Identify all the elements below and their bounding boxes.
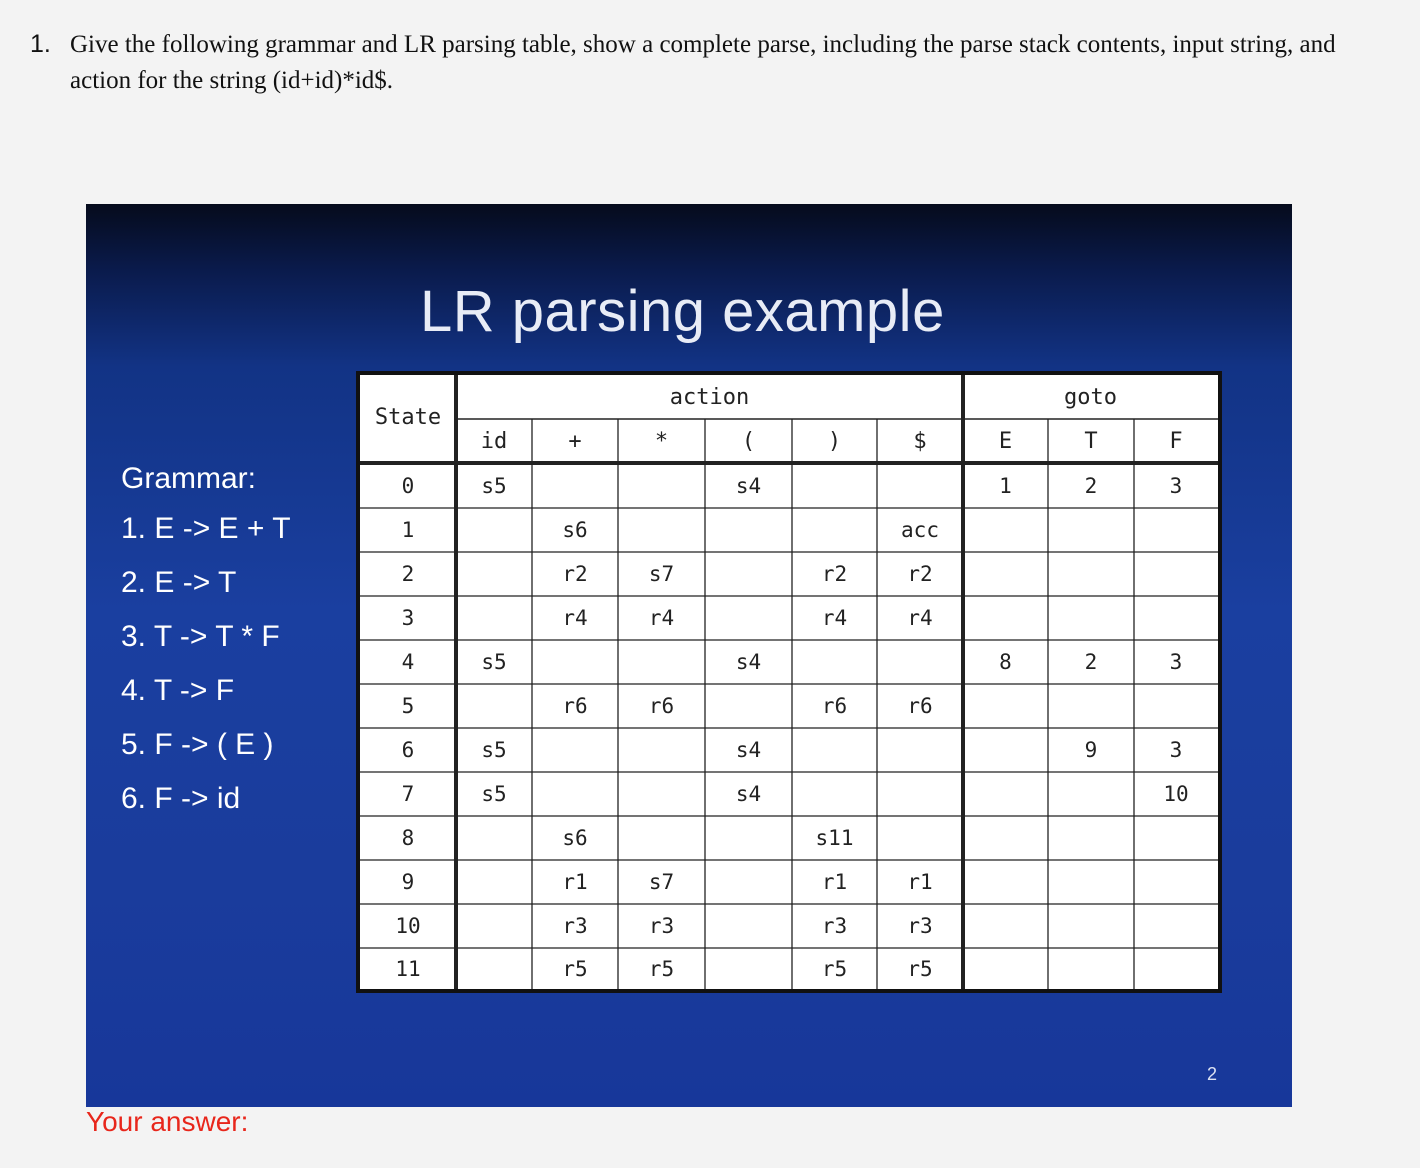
table-cell: r3: [562, 914, 588, 938]
column-header: T: [1084, 428, 1098, 454]
table-cell: 9: [1084, 738, 1098, 762]
state-number: 5: [401, 694, 415, 718]
question-number: 1.: [30, 30, 51, 58]
table-cell: r3: [907, 914, 933, 938]
table-cell: s7: [648, 870, 675, 894]
state-header: State: [374, 404, 442, 430]
table-cell: r4: [562, 606, 588, 630]
question-text: [30, 26, 1400, 99]
table-cell: r4: [648, 606, 675, 630]
column-header: ): [827, 428, 842, 454]
question-line-1: Give the following grammar and LR parsing table, show a complete parse, including the parse stack contents, input string, and: [70, 31, 1336, 58]
table-cell: s5: [481, 473, 507, 498]
state-number: 11: [395, 956, 421, 981]
table-cell: 2: [1084, 650, 1098, 674]
column-header: *: [654, 428, 669, 454]
column-header: (: [741, 428, 756, 454]
table-cell: r3: [648, 914, 675, 938]
table-cell: s6: [562, 826, 588, 850]
table-cell: r3: [821, 914, 848, 938]
table-cell: acc: [901, 518, 939, 542]
table-cell: 3: [1169, 473, 1183, 498]
table-cell: r5: [821, 956, 848, 981]
table-cell: r2: [562, 562, 588, 586]
table-cell: s4: [735, 738, 762, 762]
table-cell: r4: [907, 606, 933, 630]
slide-title: LR parsing example: [420, 279, 945, 344]
goto-header: goto: [1064, 384, 1117, 410]
column-header: id: [480, 428, 508, 454]
parsing-table: [356, 371, 1222, 993]
state-number: 9: [401, 870, 415, 894]
grammar-rule-4: 4. T -> F: [121, 674, 235, 707]
state-number: 7: [401, 782, 415, 806]
grammar-rule-5: 5. F -> ( E ): [121, 728, 274, 761]
table-cell: 8: [999, 650, 1012, 674]
table-cell: s5: [481, 782, 507, 806]
table-cell: s4: [735, 473, 762, 498]
state-number: 2: [401, 562, 415, 586]
table-cell: 2: [1084, 473, 1098, 498]
slide-page-number: 2: [1207, 1064, 1218, 1084]
grammar-list: [121, 459, 291, 833]
table-cell: s11: [815, 826, 854, 850]
column-header: $: [913, 428, 927, 454]
grammar-rule-1: 1. E -> E + T: [121, 512, 291, 545]
table-cell: 3: [1169, 738, 1183, 762]
table-cell: s7: [648, 562, 675, 586]
grammar-rule-3: 3. T -> T * F: [121, 620, 280, 653]
table-cell: s5: [481, 738, 507, 762]
question-line-2: action for the string (id+id)*id$.: [70, 67, 394, 94]
table-cell: r1: [907, 870, 933, 894]
state-number: 10: [395, 914, 421, 938]
state-number: 1: [401, 518, 415, 542]
column-header: F: [1169, 428, 1183, 454]
table-cell: r2: [821, 562, 848, 586]
grammar-heading: Grammar:: [121, 462, 256, 495]
action-header: action: [669, 384, 750, 410]
state-number: 3: [401, 606, 415, 630]
state-number: 0: [401, 473, 415, 498]
answer-label: Your answer:: [86, 1106, 249, 1137]
table-cell: s6: [562, 518, 588, 542]
table-cell: s5: [481, 650, 507, 674]
table-cell: 1: [999, 473, 1012, 498]
table-cell: r6: [821, 694, 848, 718]
table-cell: r6: [907, 694, 933, 718]
state-number: 4: [401, 650, 415, 674]
state-number: 6: [401, 738, 415, 762]
table-cell: r1: [821, 870, 848, 894]
table-cell: r6: [562, 694, 588, 718]
table-cell: r5: [648, 956, 675, 981]
state-number: 8: [401, 826, 415, 850]
table-cell: s4: [735, 782, 762, 806]
grammar-rule-6: 6. F -> id: [121, 782, 241, 815]
slide-image: [86, 204, 1292, 1107]
grammar-rule-2: 2. E -> T: [121, 566, 237, 599]
table-cell: s4: [735, 650, 762, 674]
table-cell: r1: [562, 870, 588, 894]
table-cell: r2: [907, 562, 933, 586]
table-cell: 3: [1169, 650, 1183, 674]
table-cell: r4: [821, 606, 848, 630]
table-cell: r5: [907, 956, 933, 981]
table-cell: 10: [1163, 782, 1189, 806]
table-cell: r5: [562, 956, 588, 981]
table-cell: r6: [648, 694, 675, 718]
column-header: E: [998, 428, 1013, 454]
column-header: +: [568, 428, 582, 454]
